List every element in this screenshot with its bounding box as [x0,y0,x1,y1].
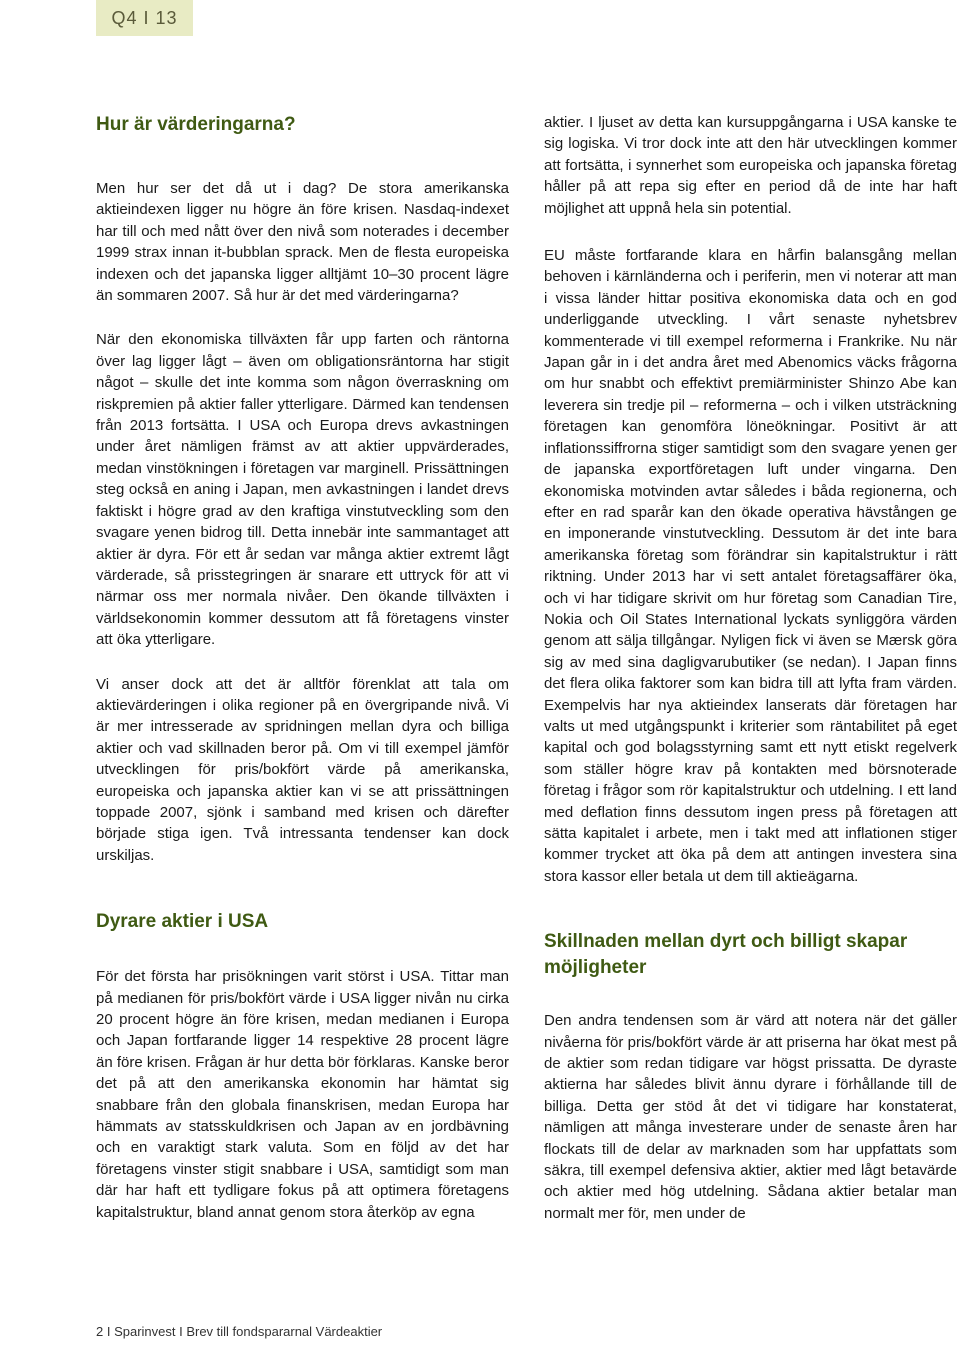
right-column [544,112,957,1224]
heading-valuations: Hur är värderingarna? [96,114,296,135]
quarter-tab: Q4 I 13 [96,0,193,36]
paragraph-intro: Men hur ser det då ut i dag? De stora amerikanska aktieindexen ligger nu högre än före krisen. Nasdaq-indexet har till och med nått över den nivå som noterades i december 1999 strax innan it-bubblan sprack. Men de flesta europeiska indexen och det japanska ligger alltjämt 10–30 procent lägre än sommaren 2007. Så hur är det med värderingarna? [96,180,509,305]
page-footer: 2 I Sparinvest I Brev till fondspararnal Värdeaktier [96,1324,383,1339]
paragraph-eu-japan: EU måste fortfarande klara en hårfin balansgång mellan behoven i kärnländerna och i periferin, men vi noterar att man i vissa länder hittar positiva ekonomiska data och en god underliggande utveckling. I vårt senaste nyhetsbrev kommenterade vi till exempel reformerna i Frankrike. Nu när Japan går in i det andra året med Abenomics väcks frågorna om hur snabbt och effektivt premiärminister Shinzo Abe kan leverera sin tredje pil – reformerna – och i vilken utsträckning företagen kan genomföra löneökningar. Positivt är att inflationssiffrorna stiger samtidigt som den svagare yenen ger de japanska exportföretagen luft under vingarna. Den ekonomiska motvinden avtar således i båda regionerna, och efter en rad sparår kan den ökade operativa hävstången ge en imponerande vinstutveckling. Dessutom är det inte bara amerikanska företag som förändrar sin kapitalstruktur i rätt riktning. Under 2013 har vi sett antalet företagsaffärer öka, och vi har tidigare skrivit om hur företag som Canadian Tire, Nokia och Oil States International lyckats synliggöra värden genom att sälja tillgångar. Nyligen fick vi även se Mærsk göra sig av med sina dagligvarubutiker (se nedan). I Japan finns det flera olika faktorer som kan bidra till att lyfta fram värden. Exempelvis har nya aktieindex lanserats där företagen har valts ut med utgångspunkt i kriterier som räntabilitet på eget kapital och god bolagsstyrning samt ett nytt etiskt regelverk som ställer högre krav på kontakten med börsnoterade företag i frågor som rör kapitalstruktur och utdelning. I ett land med deflation finns dessutom ingen press på företagen att sätta kapitalet i arbete, men i takt med att inflationen stiger kommer trycket att öka på dem att antingen investera sina stora kassor eller betala ut dem till aktieägarna. [544,247,957,885]
heading-opportunities: Skillnaden mellan dyrt och billigt skapar möjligheter [544,931,908,979]
left-column [96,112,509,1223]
paragraph-buybacks: aktier. I ljuset av detta kan kursuppgångarna i USA kanske te sig logiska. Vi tror dock inte att den här utvecklingen kommer att fortsätta, i synnerhet som europeiska och japanska företag håller på att repa sig efter en period då de inte har haft möjlighet att uppnå hela sin potential. [544,114,957,217]
paragraph-expensive-cheap: Den andra tendensen som är värd att notera när det gäller nivåerna för pris/bokfört värde är att priserna har ökat mest på de aktier som redan tidigare var högst prissatta. De dyraste aktierna har således blivit ännu dyrare i förhållande till de billiga. Detta ger stöd åt det vi tidigare har konstaterat, nämligen att många investerare under de senaste åren har flockats till de delar av marknaden som har uppfattats som säkra, till exempel defensiva aktier, aktier med lågt betavärde och aktier med hög utdelning. Sådana aktier betalar man normalt mer för, men under de [544,1012,957,1222]
paragraph-spread: Vi anser dock att det är alltför förenklat att tala om aktievärderingen i olika regioner på en övergripande nivå. Vi är mer intresserade av spridningen mellan dyra och billiga aktier och vad skillnaden beror på. Om vi till exempel jämför utvecklingen för pris/bokfört värde på amerikanska, europeiska och japanska aktier kan vi se att prissättningen toppade 2007, sjönk i samband med krisen och därefter började stiga igen. Två intressanta tendenser kan dock urskiljas. [96,675,509,864]
heading-usa: Dyrare aktier i USA [96,911,269,933]
paragraph-growth: När den ekonomiska tillväxten får upp farten och räntorna över lag ligger lågt – även om obligationsräntorna har stigit något – skulle det inte komma som någon överraskning om riskpremien på aktier faller ytterligare. Därmed kan tendensen från 2013 fortsätta. I USA och Europa drevs avkastningen under året nämligen främst av att aktier uppvärderades, medan vinstökningen i företagen var marginell. Prissättningen steg också en aning i Japan, men avkastningen i landet drevs faktiskt i högre grad av den kraftiga vinstutveckling som den svagare yenen bidrog till. Detta innebär inte sammantaget att aktier är dyra. För ett år sedan var många aktier extremt lågt värderade, så prisstegringen är snarare ett uttryck för att vi närmar oss mer normala nivåer. Den ökande tillväxten i världsekonomin kommer dessutom att få företagens vinster att öka ytterligare. [96,331,509,649]
paragraph-usa: För det första har prisökningen varit störst i USA. Tittar man på medianen för pris/bokfört värde i USA ligger nivån nu cirka 20 procent högre än före krisen, medan medianen i Europa och Japan fortfarande ligger 14 respektive 28 procent lägre än före krisen. Frågan är hur detta bör förklaras. Kanske beror det på att den amerikanska ekonomin har hämtat sig snabbare från den globala finanskrisen, medan Europa har hämmats av statsskuldkrisen och Japan av en jordbävning och en varaktigt stark valuta. Som en följd av det har företagens vinster stigit snabbare i USA, samtidigt som man där har haft ett tydligare fokus på att optimera företagens kapitalstruktur, bland annat genom stora återköp av egna [96,968,509,1221]
